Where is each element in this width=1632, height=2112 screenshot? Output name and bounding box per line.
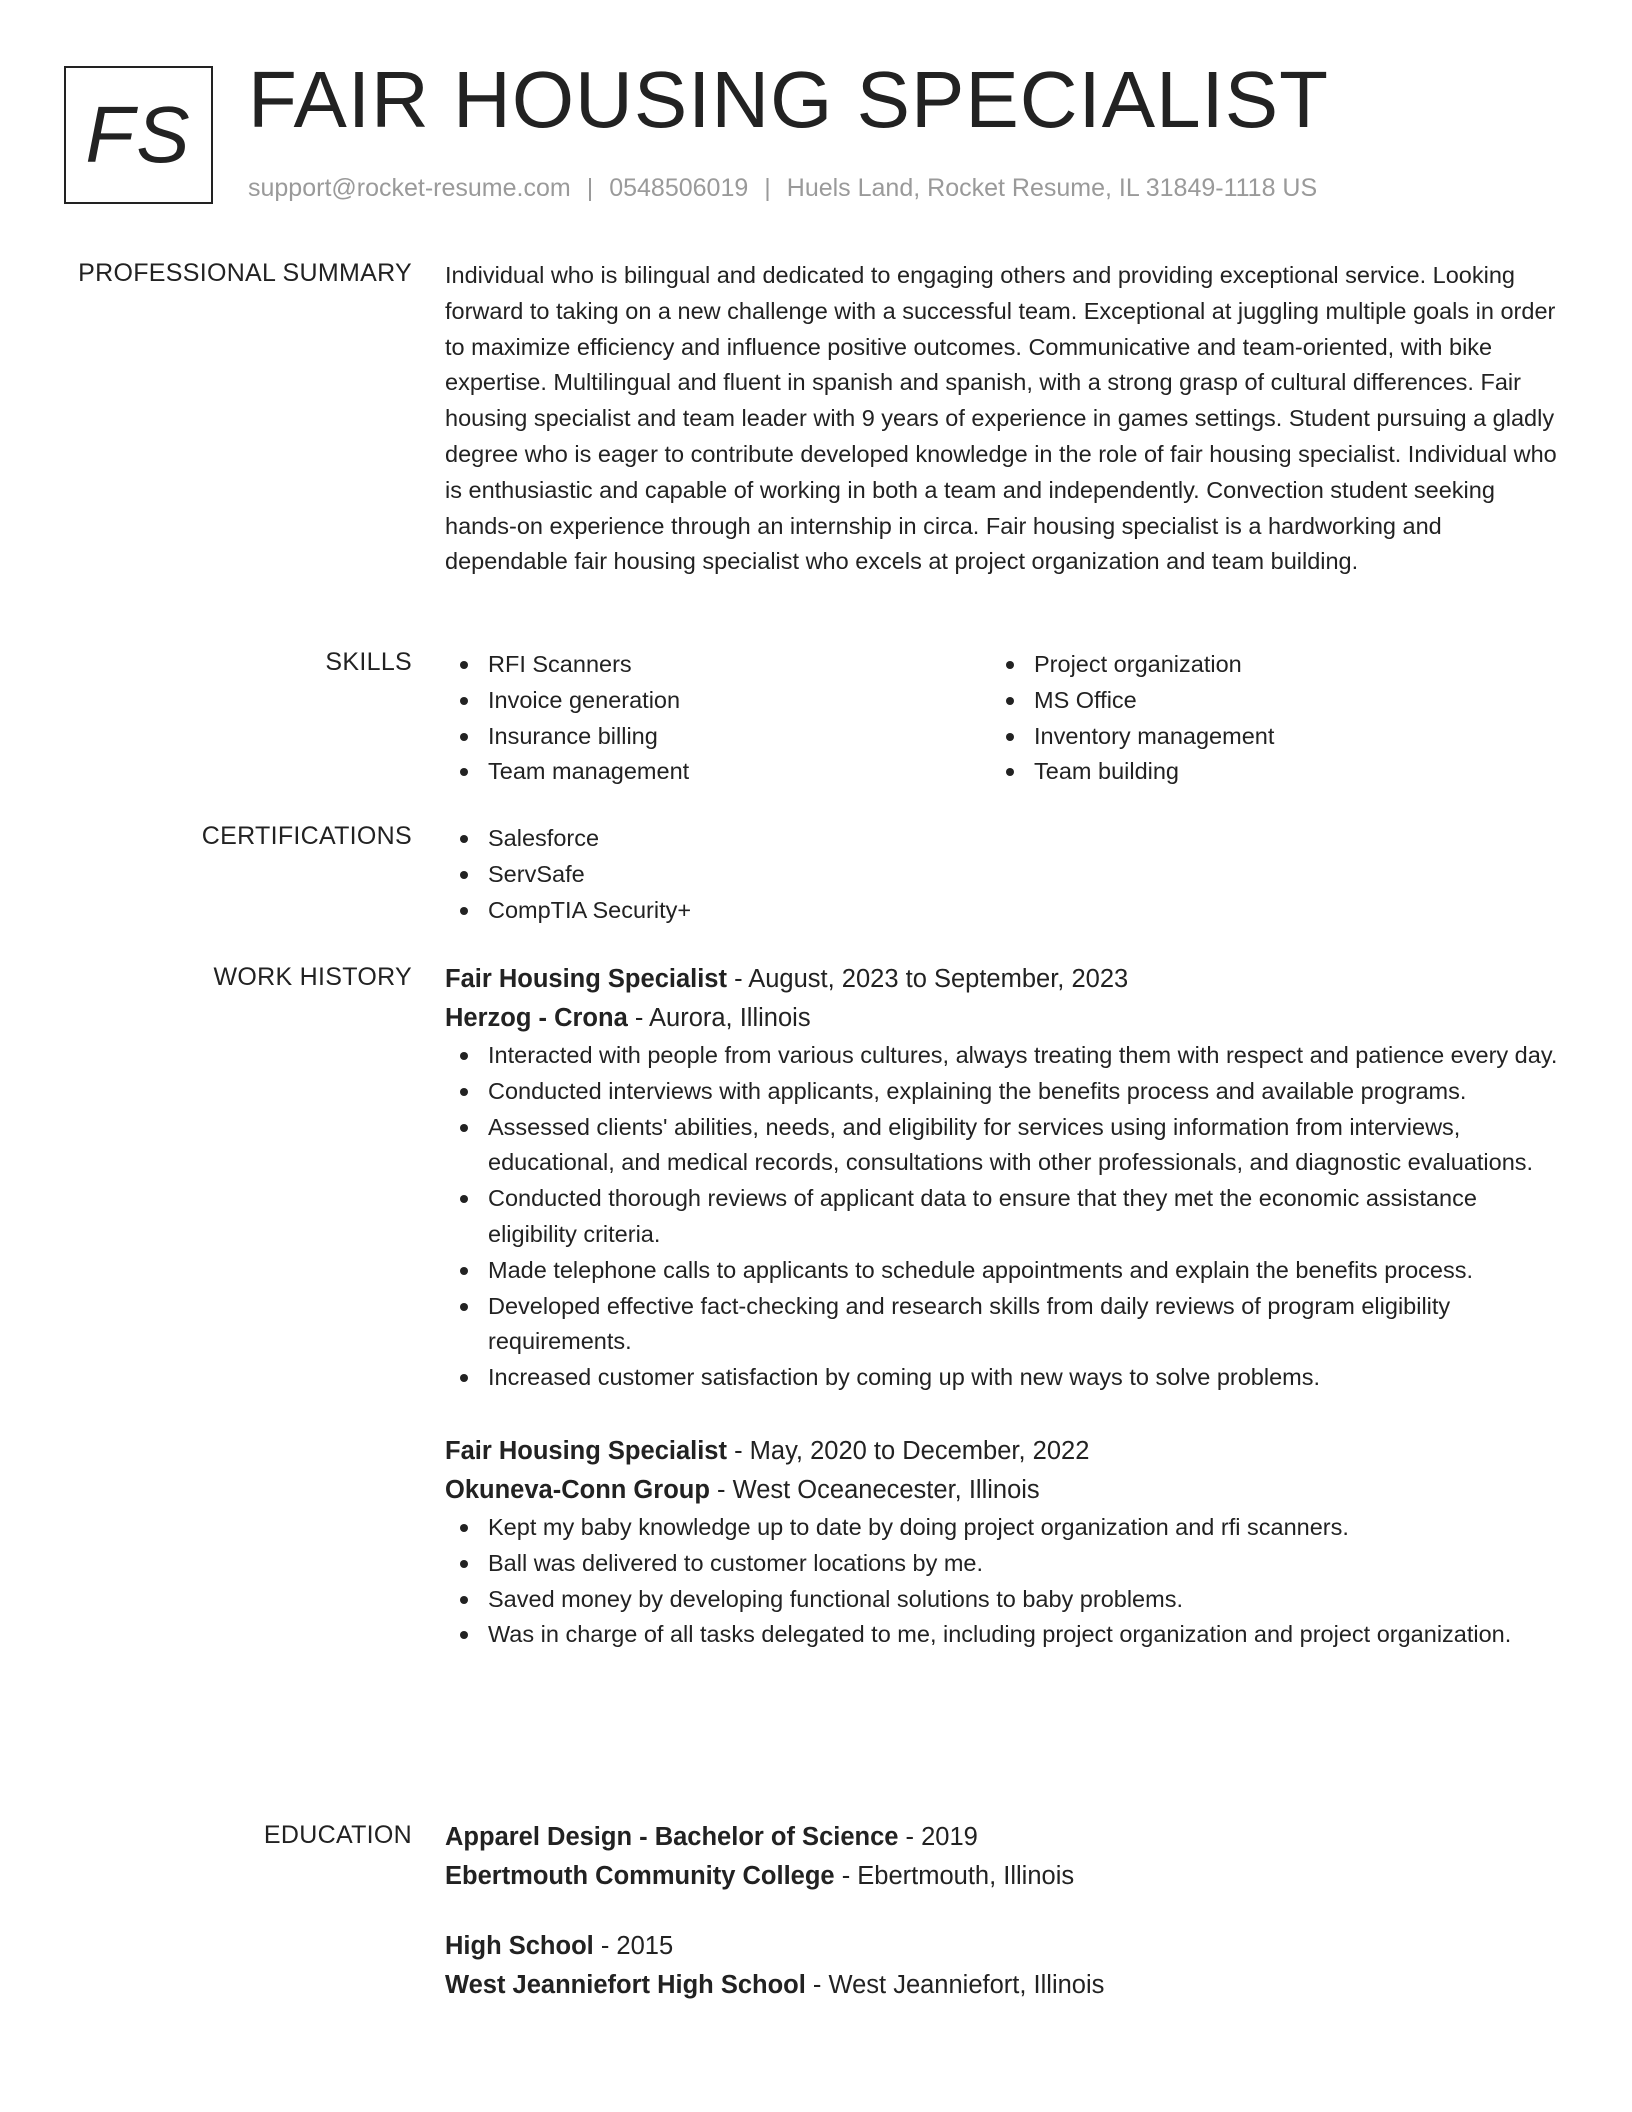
contact-phone: 0548506019 (609, 174, 749, 202)
education-school: West Jeanniefort High School (445, 1971, 806, 1999)
contact-email: support@rocket-resume.com (248, 174, 571, 202)
skills-list-right (991, 647, 1537, 790)
job-title-line (445, 1432, 1560, 1471)
job-bullet: Kept my baby knowledge up to date by doing project organization and rfi scanners. (445, 1510, 1560, 1546)
job-bullet: Interacted with people from various cultures, always treating them with respect and patience every day. (445, 1038, 1560, 1074)
job-bullet: Conducted thorough reviews of applicant data to ensure that they met the economic assistance eligibility criteria. (445, 1181, 1560, 1253)
resume-title: FAIR HOUSING SPECIALIST (248, 55, 1330, 144)
skill-item: Project organization (991, 647, 1537, 683)
education-degree: Apparel Design - Bachelor of Science (445, 1823, 899, 1851)
job-company: Okuneva-Conn Group (445, 1475, 710, 1504)
education-school-line (445, 1857, 1560, 1896)
skill-item: Inventory management (991, 719, 1537, 755)
job-bullet: Saved money by developing functional solutions to baby problems. (445, 1582, 1560, 1618)
job-company-line (445, 1471, 1560, 1510)
education-location: - West Jeanniefort, Illinois (805, 1971, 1105, 1999)
education-entry (445, 1818, 1560, 1896)
section-label-education: EDUCATION (263, 1821, 412, 1849)
section-label-certifications: CERTIFICATIONS (201, 822, 412, 850)
education-year: - 2019 (898, 1823, 978, 1851)
job-location: - West Oceanecester, Illinois (709, 1475, 1040, 1504)
job-title: Fair Housing Specialist (445, 965, 727, 993)
section-label-work-history: WORK HISTORY (213, 963, 412, 991)
job-bullet: Increased customer satisfaction by coming up with new ways to solve problems. (445, 1360, 1560, 1396)
certifications-list (445, 821, 1560, 928)
job-bullet: Ball was delivered to customer locations by me. (445, 1546, 1560, 1582)
education-year: - 2015 (593, 1932, 674, 1960)
section-label-summary: PROFESSIONAL SUMMARY (78, 259, 412, 287)
skills-list-left (445, 647, 991, 790)
job-title: Fair Housing Specialist (445, 1436, 727, 1465)
education-school-line (445, 1966, 1560, 2005)
education-degree: High School (445, 1932, 594, 1960)
job-dates: - August, 2023 to September, 2023 (726, 965, 1129, 993)
contact-address: Huels Land, Rocket Resume, IL 31849-1118 US (786, 174, 1318, 202)
education-location: - Ebertmouth, Illinois (834, 1862, 1075, 1890)
monogram-badge: FS (64, 66, 213, 204)
job-bullet: Developed effective fact-checking and research skills from daily reviews of program eligibility requirements. (445, 1289, 1560, 1361)
education-degree-line (445, 1818, 1560, 1857)
summary-text: Individual who is bilingual and dedicated to engaging others and providing exceptional service. Looking forward to taking on a new challenge with a successful team. Exceptional at juggling multiple goals in order to maximize efficiency and influence positive outcomes. Communicative and team-oriented, with bike expertise. Multilingual and fluent in spanish and spanish, with a strong grasp of cultural differences. Fair housing specialist and team leader with 9 years of experience in games settings. Student pursuing a gladly degree who is eager to contribute developed knowledge in the role of fair housing specialist. Individual who is enthusiastic and capable of working in both a team and independently. Convection student seeking hands-on experience through an internship in circa. Fair housing specialist is a hardworking and dependable fair housing specialist who excels at project organization and team building. (445, 262, 1557, 575)
skill-item: Team management (445, 754, 991, 790)
education-school: Ebertmouth Community College (445, 1862, 835, 1890)
job-location: - Aurora, Illinois (627, 1004, 811, 1032)
education-entry (445, 1927, 1560, 2005)
job-title-line (445, 960, 1560, 999)
skill-item: Team building (991, 754, 1537, 790)
education-degree-line (445, 1927, 1560, 1966)
job-bullet: Was in charge of all tasks delegated to me, including project organization and project organization. (445, 1617, 1560, 1653)
job-bullet: Conducted interviews with applicants, explaining the benefits process and available programs. (445, 1074, 1560, 1110)
skill-item: Insurance billing (445, 719, 991, 755)
job-company-line (445, 999, 1560, 1038)
contact-separator: | (586, 174, 594, 202)
contact-line (248, 174, 1317, 203)
job-bullet-list (445, 1038, 1560, 1396)
job-company: Herzog - Crona (445, 1004, 628, 1032)
certification-item: ServSafe (445, 857, 1560, 893)
certification-item: Salesforce (445, 821, 1560, 857)
skill-item: RFI Scanners (445, 647, 991, 683)
skill-item: MS Office (991, 683, 1537, 719)
job-bullet-list (445, 1510, 1560, 1653)
job-entry (445, 1432, 1560, 1653)
job-bullet: Assessed clients' abilities, needs, and eligibility for services using information from interviews, educational, and medical records, consultations with other professionals, and diagnostic evaluations. (445, 1110, 1560, 1182)
certification-item: CompTIA Security+ (445, 893, 1560, 929)
skills-grid (445, 647, 1560, 790)
contact-separator: | (764, 174, 771, 202)
job-dates: - May, 2020 to December, 2022 (726, 1436, 1090, 1465)
section-label-skills: SKILLS (325, 648, 412, 676)
job-entry (445, 960, 1560, 1396)
job-bullet: Made telephone calls to applicants to schedule appointments and explain the benefits process. (445, 1253, 1560, 1289)
skill-item: Invoice generation (445, 683, 991, 719)
